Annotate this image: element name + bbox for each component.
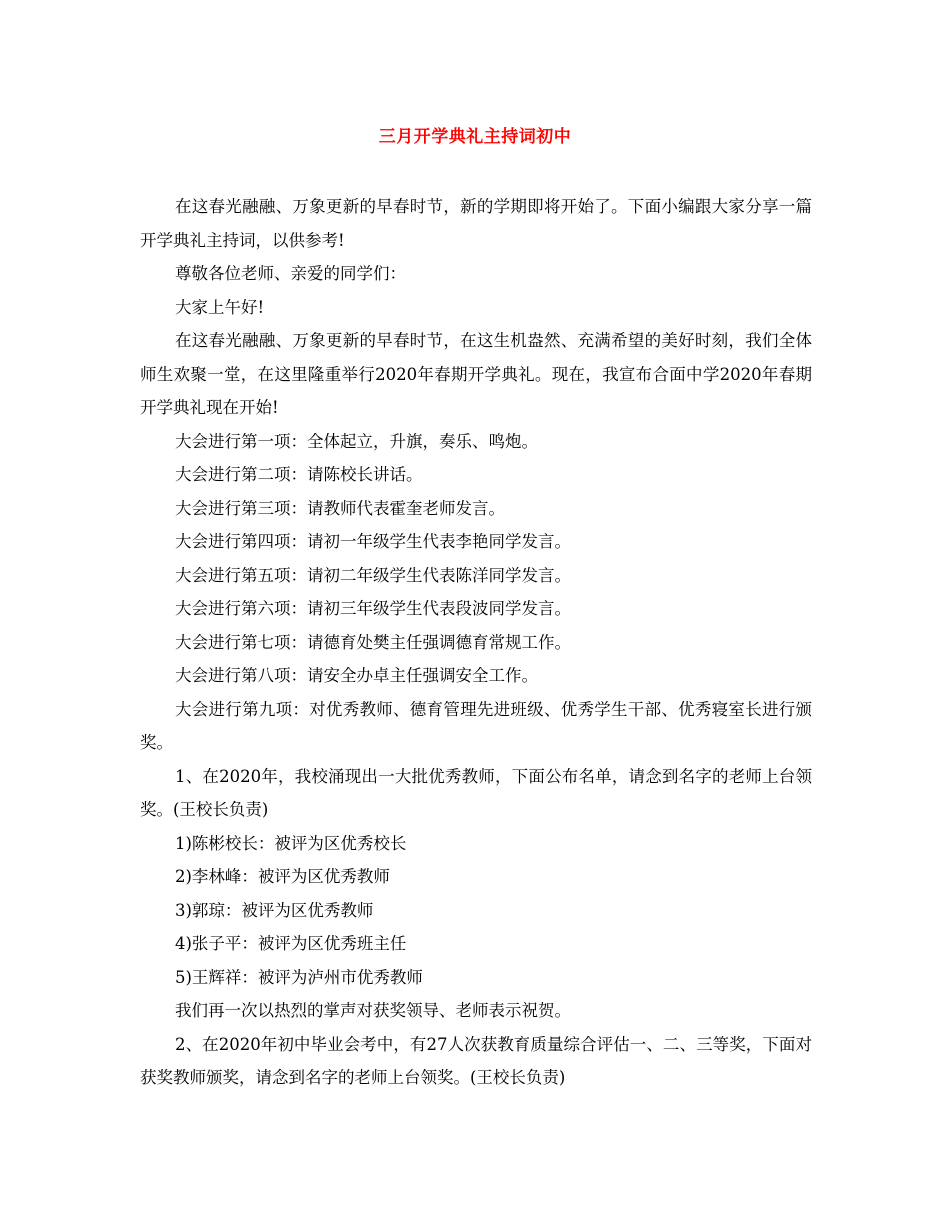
paragraph-item-1: 大会进行第一项：全体起立，升旗，奏乐、鸣炮。 <box>175 431 538 451</box>
paragraph-item-9: 大会进行第九项：对优秀教师、德育管理先进班级、优秀学生干部、优秀寝室长进行颁奖。 <box>140 699 812 752</box>
paragraph-item-5: 大会进行第五项：请初二年级学生代表陈洋同学发言。 <box>175 565 571 585</box>
paragraph-award-exam: 2、在2020年初中毕业会考中，有27人次获教育质量综合评估一、二、三等奖，下面对获奖教师颁奖，请念到名字的老师上台领奖。(王校长负责) <box>140 1034 812 1087</box>
list-item-award-1: 1)陈彬校长：被评为区优秀校长 <box>175 833 407 853</box>
paragraph-item-6: 大会进行第六项：请初三年级学生代表段波同学发言。 <box>175 599 571 618</box>
paragraph-award-teachers: 1、在2020年，我校涌现出一大批优秀教师，下面公布名单，请念到名字的老师上台领奖。(王校长负责) <box>140 766 812 819</box>
list-item-award-4: 4)张子平：被评为区优秀班主任 <box>175 934 407 953</box>
paragraph-greeting-audience: 尊敬各位老师、亲爱的同学们： <box>175 264 406 283</box>
paragraph-greeting-morning: 大家上午好! <box>175 297 265 317</box>
list-item-award-3: 3)郭琼：被评为区优秀教师 <box>175 900 374 920</box>
paragraph-item-4: 大会进行第四项：请初一年级学生代表李艳同学发言。 <box>175 532 571 551</box>
document-title: 三月开学典礼主持词初中 <box>378 127 572 147</box>
list-item-award-2: 2)李林峰：被评为区优秀教师 <box>175 867 390 886</box>
paragraph-congratulations: 我们再一次以热烈的掌声对获奖领导、老师表示祝贺。 <box>175 1001 571 1020</box>
paragraph-intro: 在这春光融融、万象更新的早春时节，新的学期即将开始了。下面小编跟大家分享一篇开学典礼主持词，以供参考! <box>140 197 812 250</box>
paragraph-item-2: 大会进行第二项：请陈校长讲话。 <box>175 465 423 484</box>
list-item-award-5: 5)王辉祥：被评为泸州市优秀教师 <box>175 967 423 987</box>
document-body <box>140 190 812 1095</box>
paragraph-item-3: 大会进行第三项：请教师代表霍奎老师发言。 <box>175 498 505 518</box>
paragraph-item-7: 大会进行第七项：请德育处樊主任强调德育常规工作。 <box>175 632 571 652</box>
paragraph-item-8: 大会进行第八项：请安全办卓主任强调安全工作。 <box>175 666 538 685</box>
paragraph-opening: 在这春光融融、万象更新的早春时节，在这生机盎然、充满希望的美好时刻，我们全体师生欢聚一堂，在这里隆重举行2020年春期开学典礼。现在，我宣布合面中学2020年春期开学典礼现在开始! <box>140 331 812 417</box>
